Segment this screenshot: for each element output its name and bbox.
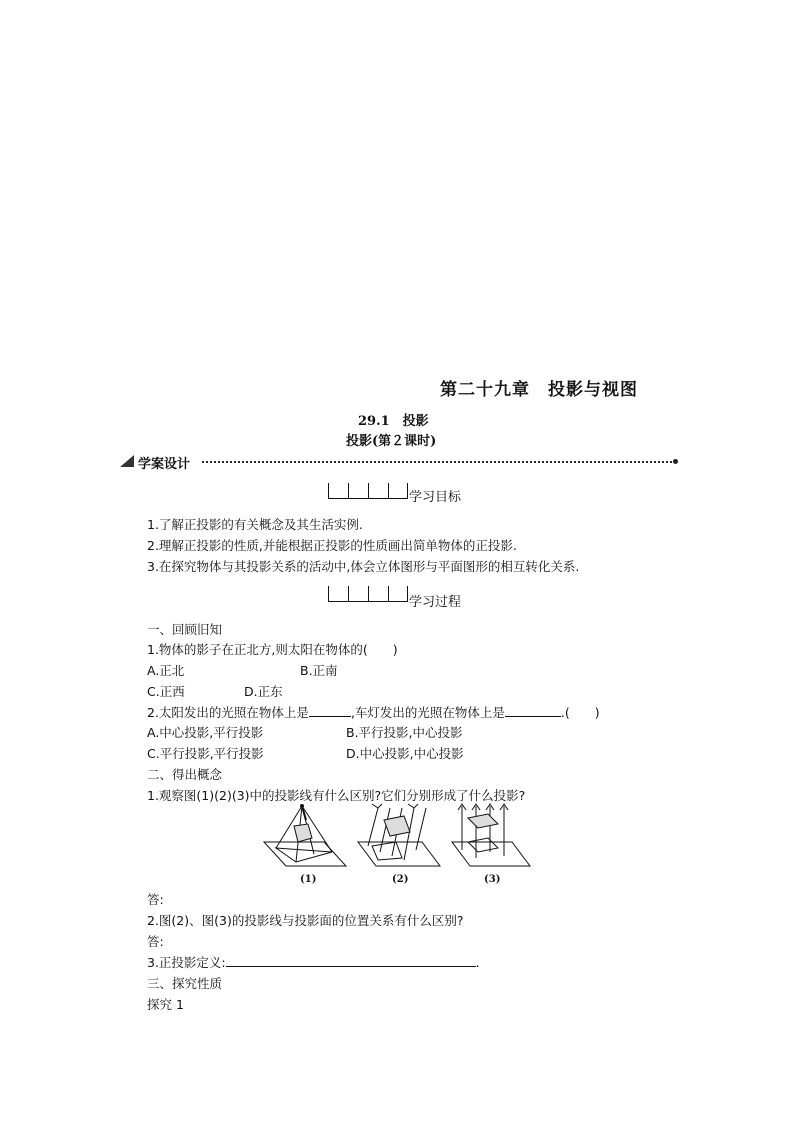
design-section-bar [120,453,676,472]
q2-text-2: ,车灯发出的光照在物体上是 [350,705,505,720]
goal-item: 1.了解正投影的有关概念及其生活实例. [147,517,363,532]
oblique-projection-diagram [358,804,440,866]
answer-2-label: 答: [147,934,164,949]
dotted-divider [202,461,676,463]
q1-option-b: B.正南 [300,663,338,678]
section-title: 29.1 投影 [358,414,429,429]
q2-option-a: A.中心投影,平行投影 [147,725,264,740]
answer-1-label: 答: [147,892,164,907]
process-heading: 学习过程 [409,595,462,610]
q2-blank-1 [309,704,351,717]
chapter-title: 第二十九章 投影与视图 [440,380,638,400]
figure-label-1: (1) [300,874,317,885]
q2-text-3: .( ) [560,705,600,720]
question-1: 1.物体的影子在正北方,则太阳在物体的( ) [147,642,398,657]
goals-box-icon [328,483,408,499]
figure-label-2: (2) [392,874,409,885]
q1-option-a: A.正北 [147,663,185,678]
q2-option-b: B.平行投影,中心投影 [346,725,463,740]
concept-heading: 二、得出概念 [147,767,223,782]
question-2 [147,703,600,721]
q2-blank-2 [505,704,561,717]
process-box-icon [328,586,408,602]
c3-blank [226,954,476,967]
divider-end-dot [673,459,678,464]
goals-heading: 学习目标 [409,490,462,505]
triangle-icon [120,455,134,467]
c3-end: . [475,955,480,970]
goal-item: 3.在探究物体与其投影关系的活动中,体会立体图形与平面图形的相互转化关系. [147,559,580,574]
q1-option-d: D.正东 [244,684,283,699]
q2-option-d: D.中心投影,中心投影 [346,746,464,761]
design-label: 学案设计 [138,457,191,472]
review-heading: 一、回顾旧知 [147,622,223,637]
lesson-title: 投影(第２课时) [346,434,437,449]
central-projection-diagram [264,805,346,867]
q2-text-1: 2.太阳发出的光照在物体上是 [147,705,309,720]
q1-option-c: C.正西 [147,684,185,699]
concept-question-2: 2.图(2)、图(3)的投影线与投影面的位置关系有什么区别? [147,913,464,928]
c3-label: 3.正投影定义: [147,955,226,970]
q2-option-c: C.平行投影,平行投影 [147,746,264,761]
figure-label-3: (3) [484,874,501,885]
orthographic-projection-diagram [452,804,530,866]
projection-figure [262,802,534,890]
explore-heading: 三、探究性质 [147,976,223,991]
concept-question-3 [147,953,480,971]
explore-1: 探究 1 [147,997,184,1012]
goal-item: 2.理解正投影的性质,并能根据正投影的性质画出简单物体的正投影. [147,538,517,553]
concept-question-1: 1.观察图(1)(2)(3)中的投影线有什么区别?它们分别形成了什么投影? [147,788,526,803]
